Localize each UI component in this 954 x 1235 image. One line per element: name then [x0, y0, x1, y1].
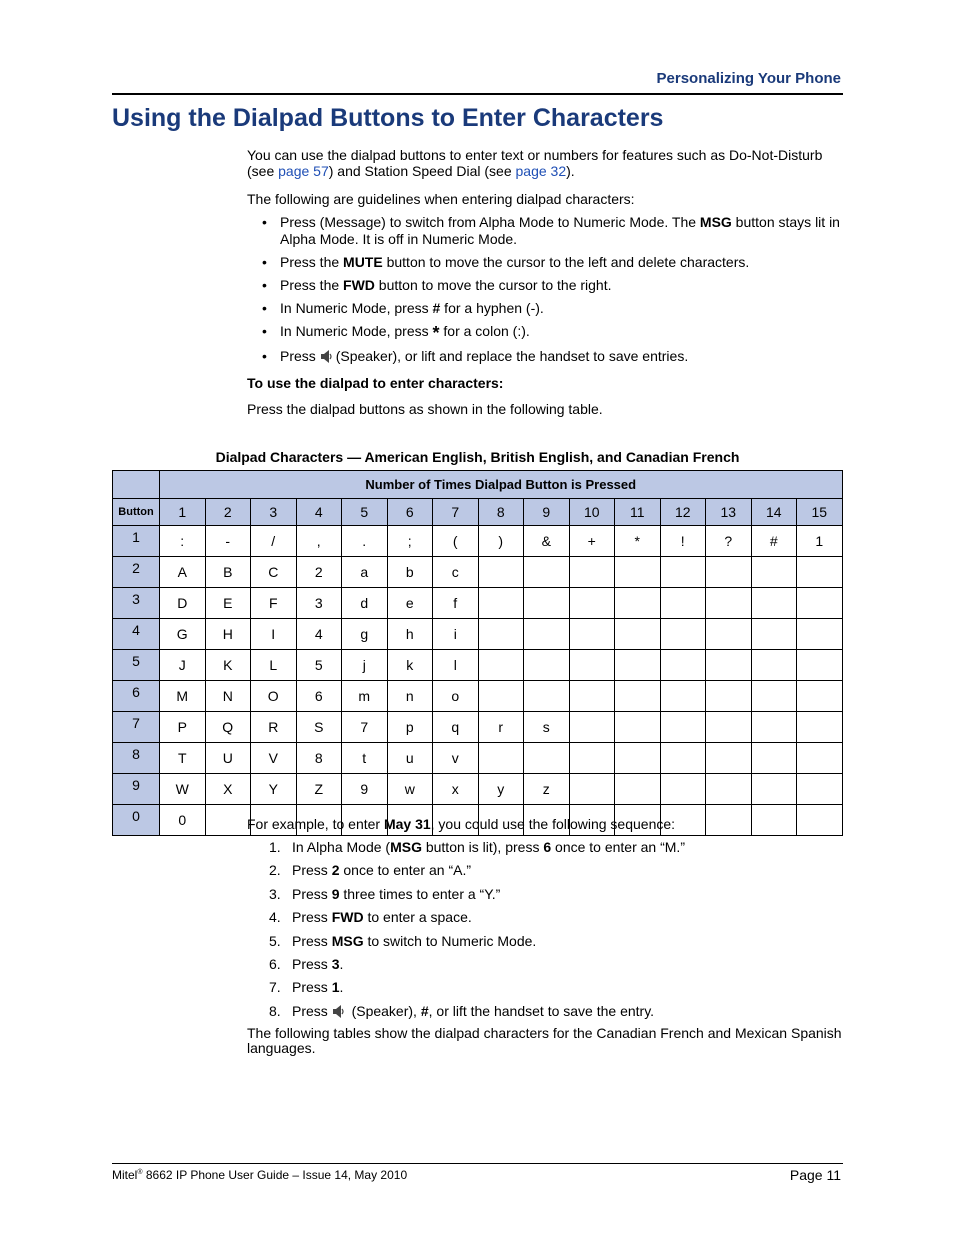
dialpad-button-cell: 4	[113, 619, 160, 650]
character-cell: e	[387, 588, 433, 619]
character-cell	[615, 650, 661, 681]
character-cell: d	[342, 588, 388, 619]
step-text: to enter a space.	[363, 909, 472, 926]
table-row	[113, 743, 843, 774]
character-cell: Q	[205, 712, 251, 743]
intro-paragraph	[247, 147, 847, 179]
table-row	[113, 681, 843, 712]
step-item	[247, 1003, 685, 1020]
bullet-marker: •	[262, 254, 267, 270]
step-number: 4.	[269, 909, 281, 926]
character-cell: A	[160, 557, 206, 588]
guideline-text: for a colon (:).	[439, 323, 530, 339]
character-cell	[797, 619, 843, 650]
character-cell	[751, 712, 797, 743]
character-cell	[706, 712, 752, 743]
table-row	[113, 557, 843, 588]
character-cell: t	[342, 743, 388, 774]
press-count-cell: 2	[205, 499, 251, 526]
character-cell	[478, 650, 524, 681]
character-cell: )	[478, 526, 524, 557]
dialpad-button-cell: 7	[113, 712, 160, 743]
character-cell	[751, 588, 797, 619]
character-cell	[524, 681, 570, 712]
character-cell: T	[160, 743, 206, 774]
character-cell: 5	[296, 650, 342, 681]
character-cell	[478, 557, 524, 588]
character-cell: E	[205, 588, 251, 619]
character-cell	[569, 743, 615, 774]
character-cell: c	[433, 557, 479, 588]
guideline-text: button to move the cursor to the right.	[374, 277, 612, 293]
character-cell	[660, 619, 706, 650]
character-cell: I	[251, 619, 297, 650]
character-cell: !	[660, 526, 706, 557]
step-text: Press	[292, 932, 332, 949]
guideline-text: Press (Message) to switch from Alpha Mode to Numeric Mode. The	[280, 214, 700, 230]
table-row	[113, 588, 843, 619]
character-cell: ?	[706, 526, 752, 557]
character-cell: 7	[342, 712, 388, 743]
character-cell: j	[342, 650, 388, 681]
character-cell: (	[433, 526, 479, 557]
step-text: Press	[292, 955, 332, 972]
step-text: three times to enter a “Y.”	[339, 885, 501, 902]
character-cell: z	[524, 774, 570, 805]
guideline-item	[247, 214, 843, 248]
step-item	[247, 933, 685, 950]
dialpad-button-cell: 0	[113, 805, 160, 836]
character-cell	[569, 774, 615, 805]
press-count-cell: 15	[797, 499, 843, 526]
character-cell	[615, 588, 661, 619]
character-cell: D	[160, 588, 206, 619]
character-cell: 2	[296, 557, 342, 588]
bullet-marker: •	[262, 300, 267, 316]
guideline-text: button to move the cursor to the left and delete characters.	[382, 254, 750, 270]
character-cell	[797, 588, 843, 619]
dialpad-button-cell: 5	[113, 650, 160, 681]
character-cell	[569, 681, 615, 712]
step-key: 1	[331, 979, 340, 996]
intro-text-1: You can use the dialpad buttons to enter text or numbers for features such as Do-Not-Disturb (see	[247, 147, 823, 179]
dialpad-button-cell: 6	[113, 681, 160, 712]
character-cell: m	[342, 681, 388, 712]
footer-brand: Mitel	[112, 1168, 138, 1182]
guideline-item	[247, 323, 843, 342]
character-cell	[706, 588, 752, 619]
footer-rule	[112, 1163, 843, 1164]
character-cell: P	[160, 712, 206, 743]
character-cell: p	[387, 712, 433, 743]
procedure-text: Press the dialpad buttons as shown in the following table.	[247, 401, 603, 417]
guideline-text: Press	[280, 348, 320, 364]
character-cell	[751, 650, 797, 681]
character-cell: B	[205, 557, 251, 588]
character-cell: .	[342, 526, 388, 557]
step-text: Press	[292, 979, 332, 996]
press-count-cell: 6	[387, 499, 433, 526]
guideline-text: Press the	[280, 254, 344, 270]
section-title: Personalizing Your Phone	[656, 70, 841, 87]
step-item	[247, 886, 685, 903]
step-key: FWD	[331, 909, 364, 926]
character-cell: s	[524, 712, 570, 743]
step-number: 1.	[269, 839, 281, 855]
character-cell: u	[387, 743, 433, 774]
guideline-key: MSG	[699, 214, 732, 230]
speaker-icon	[332, 1004, 345, 1019]
step-text: Press	[292, 909, 332, 926]
press-count-cell: 1	[160, 499, 206, 526]
table-body	[113, 526, 843, 836]
character-cell: b	[387, 557, 433, 588]
character-cell	[478, 619, 524, 650]
character-cell	[797, 743, 843, 774]
header-rule	[112, 93, 843, 95]
step-number: 2.	[269, 862, 281, 879]
character-cell: a	[342, 557, 388, 588]
dialpad-button-cell: 1	[113, 526, 160, 557]
guideline-item	[247, 348, 843, 365]
character-cell	[660, 743, 706, 774]
character-cell	[478, 681, 524, 712]
character-cell: F	[251, 588, 297, 619]
character-cell: 6	[296, 681, 342, 712]
step-item	[247, 839, 685, 856]
character-cell: H	[205, 619, 251, 650]
step-key: MSG	[331, 932, 364, 949]
character-cell	[751, 557, 797, 588]
character-cell: X	[205, 774, 251, 805]
guideline-key: #	[432, 300, 441, 316]
table-caption: Dialpad Characters — American English, British English, and Canadian French	[215, 449, 740, 465]
step-number: 7.	[269, 979, 281, 996]
character-cell: f	[433, 588, 479, 619]
dialpad-characters-table	[112, 470, 843, 836]
press-count-row	[113, 499, 843, 526]
step-item	[247, 979, 685, 996]
step-text: once to enter an “M.”	[551, 839, 685, 855]
character-cell: G	[160, 619, 206, 650]
footer-doc-title: 8662 IP Phone User Guide – Issue 14, May 2010	[142, 1168, 408, 1182]
character-cell: g	[342, 619, 388, 650]
character-cell: R	[251, 712, 297, 743]
character-cell	[797, 712, 843, 743]
press-count-cell: 12	[660, 499, 706, 526]
table-corner-cell	[113, 471, 160, 499]
character-cell	[615, 619, 661, 650]
character-cell: 1	[797, 526, 843, 557]
character-cell	[615, 774, 661, 805]
character-cell: Y	[251, 774, 297, 805]
character-cell	[660, 712, 706, 743]
character-cell: r	[478, 712, 524, 743]
press-count-cell: 9	[524, 499, 570, 526]
character-cell	[615, 681, 661, 712]
character-cell	[797, 681, 843, 712]
character-cell	[569, 619, 615, 650]
step-text: to switch to Numeric Mode.	[363, 932, 537, 949]
step-number: 8.	[269, 1002, 281, 1019]
character-cell: h	[387, 619, 433, 650]
character-cell	[751, 681, 797, 712]
character-cell: v	[433, 743, 479, 774]
guideline-item	[247, 300, 843, 317]
page-32-link[interactable]: page 32	[515, 163, 567, 179]
step-key: #	[420, 1002, 429, 1019]
character-cell	[569, 557, 615, 588]
step-key: MSG	[390, 839, 422, 855]
guideline-key: MUTE	[343, 254, 383, 270]
table-row	[113, 774, 843, 805]
character-cell	[751, 619, 797, 650]
character-cell: U	[205, 743, 251, 774]
step-item	[247, 956, 685, 973]
step-key: 3	[331, 955, 340, 972]
character-cell	[478, 743, 524, 774]
character-cell	[524, 650, 570, 681]
character-cell: -	[205, 526, 251, 557]
character-cell: +	[569, 526, 615, 557]
registered-mark: ®	[137, 1169, 143, 1176]
character-cell	[706, 619, 752, 650]
step-item	[247, 862, 685, 879]
character-cell: #	[751, 526, 797, 557]
character-cell: S	[296, 712, 342, 743]
character-cell: M	[160, 681, 206, 712]
character-cell: N	[205, 681, 251, 712]
guideline-key: *	[432, 323, 440, 343]
character-cell	[797, 774, 843, 805]
character-cell: ,	[296, 526, 342, 557]
character-cell: Z	[296, 774, 342, 805]
character-cell	[524, 557, 570, 588]
bullet-marker: •	[262, 348, 267, 364]
example-paragraph	[247, 816, 847, 832]
character-cell: W	[160, 774, 206, 805]
procedure-heading: To use the dialpad to enter characters:	[247, 375, 504, 391]
guideline-item	[247, 277, 843, 294]
step-text: once to enter an “A.”	[339, 862, 472, 879]
guideline-item	[247, 254, 843, 271]
example-text-2: , you could use the following sequence:	[430, 816, 676, 832]
table-row	[113, 650, 843, 681]
page-57-link[interactable]: page 57	[278, 163, 329, 179]
press-count-cell: 7	[433, 499, 479, 526]
press-count-cell: 13	[706, 499, 752, 526]
press-count-cell: 4	[296, 499, 342, 526]
character-cell	[660, 588, 706, 619]
dialpad-button-cell: 9	[113, 774, 160, 805]
character-cell: 4	[296, 619, 342, 650]
character-cell	[706, 681, 752, 712]
dialpad-button-cell: 3	[113, 588, 160, 619]
character-cell: x	[433, 774, 479, 805]
dialpad-button-cell: 8	[113, 743, 160, 774]
character-cell	[615, 557, 661, 588]
press-count-cell: 3	[251, 499, 297, 526]
character-cell: n	[387, 681, 433, 712]
guideline-text: (Speaker), or lift and replace the handset to save entries.	[335, 348, 689, 364]
press-count-cell: 8	[478, 499, 524, 526]
character-cell: 0	[160, 805, 206, 836]
bullet-marker: •	[262, 323, 267, 339]
character-cell	[660, 681, 706, 712]
table-row	[113, 712, 843, 743]
character-cell: 9	[342, 774, 388, 805]
dialpad-button-cell: 2	[113, 557, 160, 588]
example-text-1: For example, to enter	[247, 816, 384, 832]
character-cell	[706, 774, 752, 805]
step-item	[247, 909, 685, 926]
character-cell	[478, 588, 524, 619]
page-number: Page 11	[789, 1167, 841, 1183]
step-text: (Speaker),	[347, 1002, 421, 1019]
step-key: 9	[331, 885, 340, 902]
step-text: Press	[292, 885, 332, 902]
character-cell	[569, 588, 615, 619]
character-cell: L	[251, 650, 297, 681]
guidelines-list	[247, 214, 843, 371]
guideline-text: In Numeric Mode, press	[280, 300, 433, 316]
guidelines-intro: The following are guidelines when entering dialpad characters:	[247, 191, 635, 207]
button-column-header: Button	[113, 499, 160, 526]
character-cell: w	[387, 774, 433, 805]
character-cell: l	[433, 650, 479, 681]
step-number: 5.	[269, 932, 281, 949]
page-title: Using the Dialpad Buttons to Enter Characters	[112, 104, 664, 132]
character-cell	[706, 743, 752, 774]
step-text: .	[339, 955, 344, 972]
character-cell: :	[160, 526, 206, 557]
bullet-marker: •	[262, 277, 267, 293]
character-cell: q	[433, 712, 479, 743]
character-cell: O	[251, 681, 297, 712]
step-text: Press	[292, 1002, 332, 1019]
character-cell	[797, 557, 843, 588]
steps-list	[247, 839, 685, 1026]
character-cell	[660, 557, 706, 588]
character-cell: V	[251, 743, 297, 774]
step-text: .	[339, 979, 344, 996]
example-bold: May 31	[383, 816, 431, 832]
character-cell: J	[160, 650, 206, 681]
character-cell	[660, 774, 706, 805]
step-number: 6.	[269, 955, 281, 972]
character-cell	[615, 712, 661, 743]
character-cell	[569, 650, 615, 681]
guideline-text: button stays lit in Alpha Mode. It is off in Numeric Mode.	[280, 214, 840, 247]
press-count-cell: 10	[569, 499, 615, 526]
step-key: 6	[543, 839, 552, 855]
step-number: 3.	[269, 885, 281, 902]
press-count-cell: 5	[342, 499, 388, 526]
character-cell	[797, 650, 843, 681]
character-cell	[751, 774, 797, 805]
character-cell	[660, 650, 706, 681]
guideline-text: Press the	[280, 277, 344, 293]
character-cell	[524, 619, 570, 650]
press-count-header: Number of Times Dialpad Button is Pressed	[160, 471, 843, 499]
character-cell	[524, 588, 570, 619]
step-text: , or lift the handset to save the entry.	[428, 1002, 655, 1019]
press-count-cell: 11	[615, 499, 661, 526]
character-cell: o	[433, 681, 479, 712]
character-cell: C	[251, 557, 297, 588]
character-cell: ;	[387, 526, 433, 557]
guideline-text: In Numeric Mode, press	[280, 323, 433, 339]
intro-text-2: ) and Station Speed Dial (see	[328, 163, 516, 179]
character-cell	[751, 743, 797, 774]
character-cell	[205, 805, 251, 836]
footer-doc-info	[112, 1168, 407, 1182]
bullet-marker: •	[262, 214, 267, 230]
character-cell	[569, 712, 615, 743]
character-cell	[706, 650, 752, 681]
closing-paragraph: The following tables show the dialpad characters for the Canadian French and Mexican Spanish languages.	[247, 1025, 842, 1056]
character-cell	[524, 743, 570, 774]
press-count-cell: 14	[751, 499, 797, 526]
guideline-key: FWD	[343, 277, 375, 293]
character-cell: i	[433, 619, 479, 650]
step-text: In Alpha Mode (	[292, 839, 391, 855]
intro-text-3: ).	[566, 163, 575, 179]
guideline-text: for a hyphen (-).	[440, 300, 544, 316]
step-text: button is lit), press	[421, 839, 544, 855]
table-row	[113, 526, 843, 557]
character-cell: /	[251, 526, 297, 557]
character-cell: *	[615, 526, 661, 557]
character-cell: k	[387, 650, 433, 681]
step-key: 2	[331, 862, 340, 879]
character-cell: 8	[296, 743, 342, 774]
character-cell: &	[524, 526, 570, 557]
character-cell: 3	[296, 588, 342, 619]
speaker-icon	[320, 349, 333, 364]
character-cell	[615, 743, 661, 774]
character-cell: K	[205, 650, 251, 681]
character-cell: y	[478, 774, 524, 805]
character-cell	[706, 557, 752, 588]
step-text: Press	[292, 862, 332, 879]
table-row	[113, 619, 843, 650]
